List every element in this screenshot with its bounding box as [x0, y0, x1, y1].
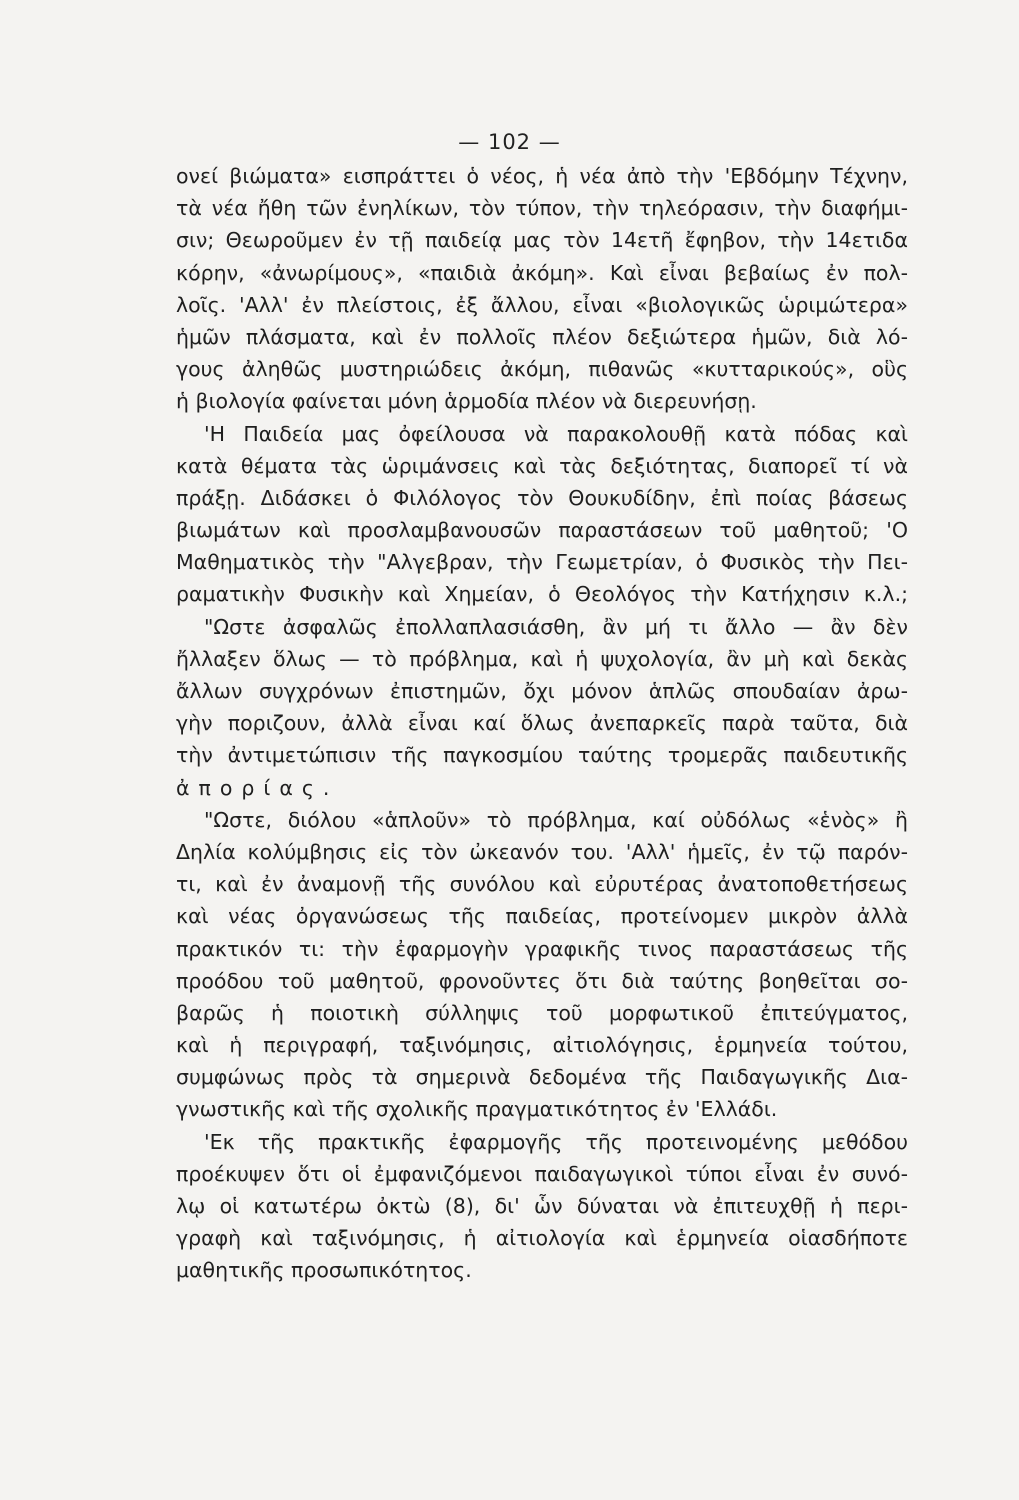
text-line: βαρῶς ἡ ποιοτικὴ σύλληψις τοῦ μορφωτικοῦ ἐπιτεύγματος,	[176, 1000, 908, 1025]
text-line: γὴν ποριζουν, ἀλλὰ εἶναι καί ὅλως ἀνεπαρκεῖς παρὰ ταῦτα, διὰ	[176, 711, 908, 736]
text-line: τὰ νέα ἤθη τῶν ἐνηλίκων, τὸν τύπον, τὴν τηλεόρασιν, τὴν διαφήμι-	[176, 196, 908, 221]
text-line: "Ωστε, διόλου «ἁπλοῦν» τὸ πρόβλημα, καί οὐδόλως «ἑνὸς» ἢ	[204, 807, 908, 832]
text-line: μαθητικῆς προσωπικότητος.	[176, 1258, 472, 1283]
text-line: Δηλία κολύμβησις εἰς τὸν ὠκεανόν του. 'Αλλ' ἡμεῖς, ἐν τῷ παρόν-	[176, 839, 908, 864]
text-line: κόρην, «ἀνωρίμους», «παιδιὰ ἀκόμη». Καὶ εἶναι βεβαίως ἐν πολ-	[176, 260, 908, 285]
text-line: ἄλλων συγχρόνων ἐπιστημῶν, ὄχι μόνον ἁπλῶς σπουδαίαν ἀρω-	[176, 679, 908, 703]
text-line: γνωστικῆς καὶ τῆς σχολικῆς πραγματικότητος ἐν 'Ελλάδι.	[176, 1097, 778, 1122]
text-line: ἡ βιολογία φαίνεται μόνη ἁρμοδία πλέον νὰ διερευνήσῃ.	[176, 389, 757, 414]
text-line: πράξῃ. Διδάσκει ὁ Φιλόλογος τὸν Θουκυδίδην, ἐπὶ ποίας βάσεως	[176, 485, 908, 510]
text-line: λῳ οἱ κατωτέρω ὀκτὼ (8), δι' ὧν δύναται νὰ ἐπιτευχθῇ ἡ περι-	[176, 1194, 908, 1218]
text-line: καὶ ἡ περιγραφή, ταξινόμησις, αἰτιολόγησις, ἑρμηνεία τούτου,	[176, 1033, 908, 1058]
text-line: 'Η Παιδεία μας ὀφείλουσα νὰ παρακολουθῇ κατὰ πόδας καὶ	[204, 421, 908, 446]
text-line: Μαθηματικὸς τὴν "Αλγεβραν, τὴν Γεωμετρίαν, ὁ Φυσικὸς τὴν Πει-	[176, 550, 908, 575]
text-line: ονεί βιώματα» εισπράττει ὁ νέος, ἡ νέα ἀπὸ τὴν 'Εβδόμην Τέχνην,	[176, 164, 908, 188]
text-line: γραφὴ καὶ ταξινόμησις, ἡ αἰτιολογία καὶ ἑρμηνεία οἱασδήποτε	[176, 1226, 908, 1251]
text-line: "Ωστε ἀσφαλῶς ἐπολλαπλασιάσθη, ἂν μή τι ἄλλο — ἂν δὲν	[204, 614, 908, 639]
text-line: σιν; Θεωροῦμεν ἐν τῇ παιδείᾳ μας τὸν 14ετῆ ἔφηβον, τὴν 14ετιδα	[176, 228, 908, 253]
text-line: λοῖς. 'Αλλ' ἐν πλείστοις, ἐξ ἄλλου, εἶναι «βιολογικῶς ὡριμώτερα»	[176, 292, 908, 317]
text-line: συμφώνως πρὸς τὰ σημερινὰ δεδομένα τῆς Παιδαγωγικῆς Δια-	[176, 1065, 908, 1090]
text-line: ραματικὴν Φυσικὴν καὶ Χημείαν, ὁ Θεολόγος τὴν Κατήχησιν κ.λ.;	[176, 582, 908, 607]
text-line: ἀπορίας.	[176, 775, 339, 800]
text-line: βιωμάτων καὶ προσλαμβανουσῶν παραστάσεων τοῦ μαθητοῦ; 'Ο	[176, 518, 908, 543]
text-line: τι, καὶ ἐν ἀναμονῇ τῆς συνόλου καὶ εὐρυτέρας ἀνατοποθετήσεως	[176, 872, 908, 897]
text-line: ἤλλαξεν ὅλως — τὸ πρόβλημα, καὶ ἡ ψυχολογία, ἂν μὴ καὶ δεκὰς	[176, 646, 908, 671]
text-line: πρακτικόν τι: τὴν ἐφαρμογὴν γραφικῆς τινος παραστάσεως τῆς	[176, 936, 908, 961]
text-line: 'Εκ τῆς πρακτικῆς ἐφαρμογῆς τῆς προτεινομένης μεθόδου	[204, 1129, 908, 1154]
text-line: καὶ νέας ὀργανώσεως τῆς παιδείας, προτείνομεν μικρὸν ἀλλὰ	[176, 904, 908, 929]
text-line: ἡμῶν πλάσματα, καὶ ἐν πολλοῖς πλέον δεξιώτερα ἡμῶν, διὰ λό-	[176, 324, 908, 349]
text-line: προόδου τοῦ μαθητοῦ, φρονοῦντες ὅτι διὰ ταύτης βοηθεῖται σο-	[176, 968, 908, 993]
body-text	[176, 160, 908, 1287]
text-line: γους ἀληθῶς μυστηριώδεις ἀκόμη, πιθανῶς «κυτταρικούς», οὓς	[176, 357, 908, 382]
text-line: κατὰ θέματα τὰς ὡριμάνσεις καὶ τὰς δεξιότητας, διαπορεῖ τί νὰ	[176, 453, 908, 478]
text-line: τὴν ἀντιμετώπισιν τῆς παγκοσμίου ταύτης τρομερᾶς παιδευτικῆς	[176, 743, 908, 768]
page-number: — 102 —	[458, 130, 561, 154]
text-line: προέκυψεν ὅτι οἱ ἐμφανιζόμενοι παιδαγωγικοὶ τύποι εἶναι ἐν συνό-	[176, 1161, 908, 1186]
